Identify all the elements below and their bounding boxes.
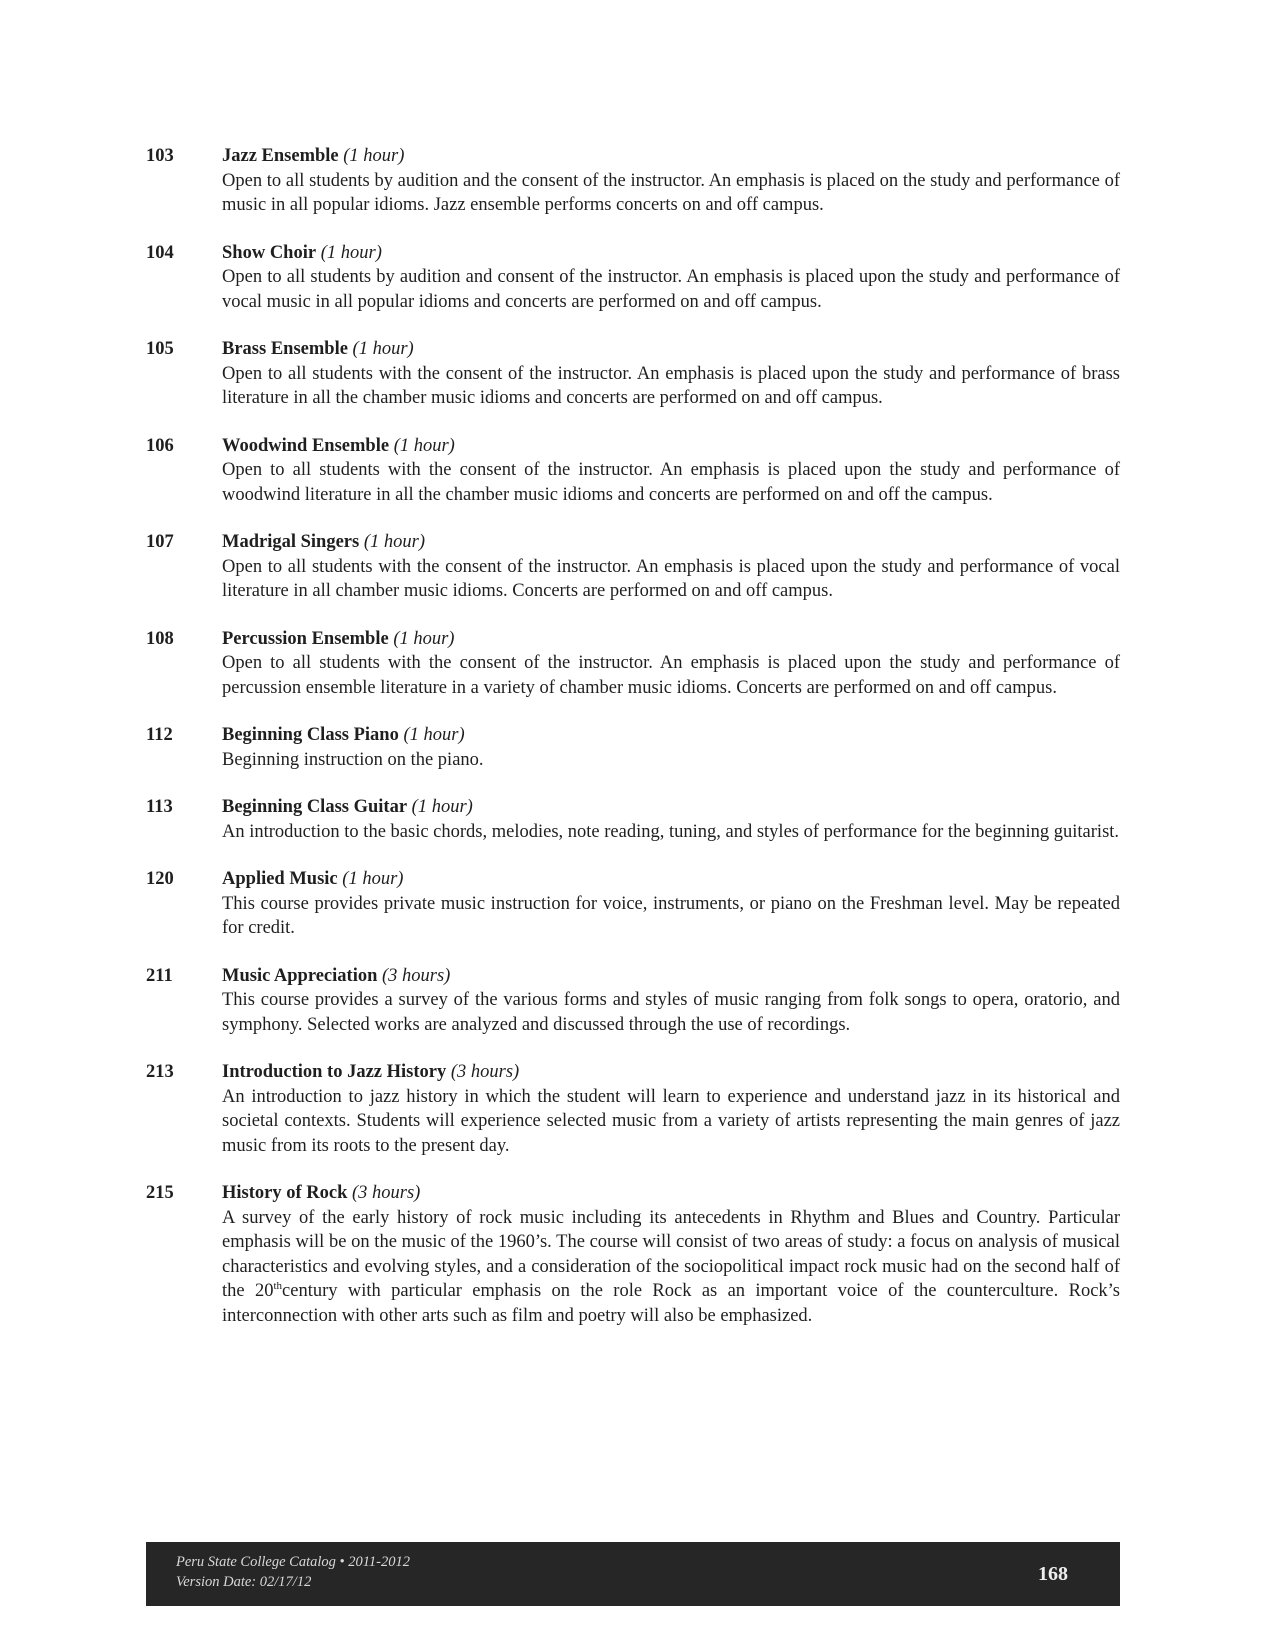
course-description: An introduction to the basic chords, melodies, note reading, tuning, and styles of performance for the beginning guitarist.	[222, 821, 1120, 842]
course-heading	[222, 867, 1120, 892]
course-heading	[222, 1060, 1120, 1085]
course-body	[222, 1181, 1120, 1328]
course-number: 120	[146, 869, 174, 889]
course-title: Beginning Class Piano	[222, 725, 399, 745]
course-body	[222, 867, 1120, 941]
course-title: Show Choir	[222, 242, 317, 263]
course-hours: (1 hour)	[403, 725, 465, 745]
course-number: 103	[146, 146, 174, 166]
course-hours: (1 hour)	[320, 242, 382, 263]
catalog-title: Peru State College Catalog • 2011-2012	[176, 1554, 410, 1570]
course-title: Percussion Ensemble	[222, 628, 389, 649]
course-entry	[146, 337, 1120, 411]
course-number: 105	[146, 339, 174, 359]
course-description: Beginning instruction on the piano.	[222, 749, 484, 770]
page-footer	[146, 1542, 1120, 1606]
course-entry	[146, 627, 1120, 701]
course-body	[222, 627, 1120, 701]
course-description: Open to all students by audition and the consent of the instructor. An emphasis is placed on the study and performance of music in all popular idioms. Jazz ensemble performs concerts on and off campus.	[222, 170, 1120, 215]
course-entry	[146, 434, 1120, 508]
course-entry	[146, 964, 1120, 1038]
course-description: Open to all students by audition and consent of the instructor. An emphasis is placed upon the study and performance of vocal music in all popular idioms and concerts are performed on and off campus.	[222, 267, 1120, 312]
course-heading	[222, 627, 1120, 652]
course-number: 104	[146, 242, 174, 263]
course-entry	[146, 723, 1120, 772]
course-heading	[222, 795, 1120, 820]
course-description: Open to all students with the consent of the instructor. An emphasis is placed upon the study and performance of vocal literature in all chamber music idioms. Concerts are performed on and off campus.	[222, 556, 1120, 601]
page-number: 168	[1038, 1563, 1068, 1585]
course-hours: (3 hours)	[450, 1062, 520, 1082]
course-title: Brass Ensemble	[222, 339, 348, 359]
course-body	[222, 964, 1120, 1038]
course-body	[222, 144, 1120, 218]
course-description: Open to all students with the consent of the instructor. An emphasis is placed upon the study and performance of percussion ensemble literature in a variety of chamber music idioms. Concerts are performed on and off campus.	[222, 653, 1120, 698]
course-heading	[222, 964, 1120, 989]
ordinal-superscript: th	[273, 1279, 283, 1292]
course-body	[222, 530, 1120, 604]
course-heading	[222, 723, 1120, 748]
course-hours: (1 hour)	[343, 146, 405, 166]
course-description: An introduction to jazz history in which the student will learn to experience and understand jazz in its historical and societal contexts. Students will experience selected music from a variety of artists representing the main genres of jazz music from its roots to the present day.	[222, 1086, 1120, 1156]
course-heading	[222, 530, 1120, 555]
course-entry	[146, 795, 1120, 844]
course-hours: (1 hour)	[393, 435, 455, 456]
course-description: This course provides a survey of the various forms and styles of music ranging from folk songs to opera, oratorio, and symphony. Selected works are analyzed and discussed through the use of recordings.	[222, 990, 1120, 1035]
course-entry	[146, 144, 1120, 218]
course-heading	[222, 144, 1120, 169]
course-hours: (3 hours)	[382, 965, 451, 986]
course-hours: (1 hour)	[352, 339, 414, 359]
course-entry	[146, 530, 1120, 604]
description-text: century with particular emphasis on the role Rock as an important voice of the counterculture. Rock’s interconnection with other arts such as film and poetry will also be emphasized.	[222, 1281, 1120, 1326]
course-entry	[146, 867, 1120, 941]
course-list	[146, 144, 1120, 1351]
course-number: 213	[146, 1062, 174, 1082]
course-entry	[146, 1181, 1120, 1328]
course-title: Jazz Ensemble	[222, 146, 339, 166]
course-body	[222, 434, 1120, 508]
course-body	[222, 795, 1120, 844]
course-number: 108	[146, 628, 174, 649]
course-title: Applied Music	[222, 869, 338, 889]
course-body	[222, 337, 1120, 411]
course-entry	[146, 1060, 1120, 1158]
course-description: Open to all students with the consent of the instructor. An emphasis is placed upon the study and performance of woodwind literature in all the chamber music idioms and concerts are performed on and off the campus.	[222, 460, 1120, 505]
course-heading	[222, 337, 1120, 362]
course-body	[222, 723, 1120, 772]
course-hours: (1 hour)	[363, 532, 425, 552]
course-body	[222, 1060, 1120, 1158]
course-number: 113	[146, 797, 173, 817]
course-title: Woodwind Ensemble	[222, 435, 390, 456]
course-title: Madrigal Singers	[222, 532, 360, 552]
course-hours: (1 hour)	[342, 869, 404, 889]
course-title: Music Appreciation	[222, 965, 378, 986]
course-number: 112	[146, 725, 173, 745]
version-date: Version Date: 02/17/12	[176, 1574, 312, 1590]
course-description	[222, 1206, 1120, 1329]
course-title: Introduction to Jazz History	[222, 1062, 447, 1082]
course-number: 107	[146, 532, 174, 552]
course-title: History of Rock	[222, 1183, 348, 1203]
course-heading	[222, 1181, 1120, 1206]
course-number: 215	[146, 1183, 174, 1203]
course-entry	[146, 241, 1120, 315]
course-hours: (1 hour)	[393, 628, 455, 649]
course-number: 211	[146, 965, 173, 986]
course-description: This course provides private music instruction for voice, instruments, or piano on the Freshman level. May be repeated for credit.	[222, 893, 1120, 938]
course-body	[222, 241, 1120, 315]
course-hours: (1 hour)	[411, 797, 473, 817]
course-description: Open to all students with the consent of the instructor. An emphasis is placed upon the study and performance of brass literature in all the chamber music idioms and concerts are performed on and off campus.	[222, 363, 1120, 408]
course-heading	[222, 241, 1120, 266]
course-title: Beginning Class Guitar	[222, 797, 408, 817]
course-heading	[222, 434, 1120, 459]
course-number: 106	[146, 435, 174, 456]
description-text: A survey of the early history of rock music including its antecedents in Rhythm and Blues and Country. Particular emphasis will be on the music of the 1960’s. The course will consist of two areas of study: a focus on analysis of musical characteristics and evolving styles, and a consideration of the sociopolitical impact rock music had on the second half of the 20	[222, 1207, 1120, 1301]
course-hours: (3 hours)	[352, 1183, 421, 1203]
footer-text	[176, 1552, 410, 1592]
